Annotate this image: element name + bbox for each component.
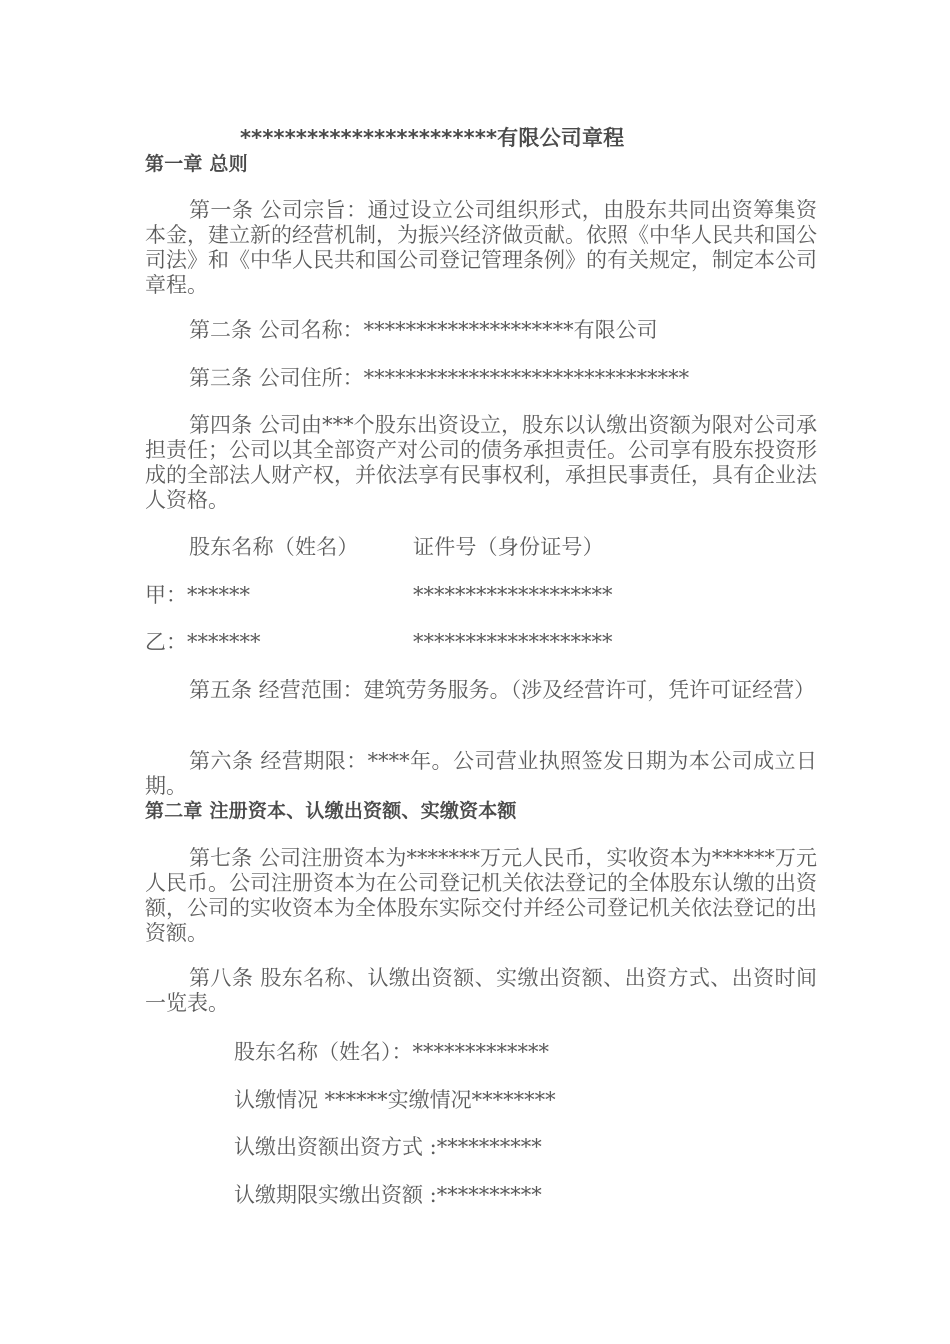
article-4: 第四条 公司由***个股东出资设立，股东以认缴出资额为限对公司承担责任；公司以其全部资产对公司的债务承担责任。公司享有股东投资形成的全部法人财产权，并依法享有民事权利，承担民事责任，具有企业法人资格。 — [145, 413, 817, 512]
shareholder-name-header: 股东名称（姓名） — [189, 535, 359, 559]
document-title: ***********************有限公司章程 — [240, 126, 625, 150]
article-6: 第六条 经营期限：****年。公司营业执照签发日期为本公司成立日期。 — [145, 749, 817, 798]
article-5: 第五条 经营范围：建筑劳务服务。（涉及经营许可，凭许可证经营） — [189, 678, 816, 702]
contribution-item: 认缴出资额出资方式 :********** — [234, 1135, 542, 1159]
article-8: 第八条 股东名称、认缴出资额、实缴出资额、出资方式、出资时间一览表。 — [145, 966, 817, 1015]
contribution-item: 认缴情况 ******实缴情况******** — [234, 1088, 556, 1112]
article-2: 第二条 公司名称：********************有限公司 — [189, 318, 658, 342]
article-1: 第一条 公司宗旨：通过设立公司组织形式，由股东共同出资筹集资本金，建立新的经营机制，为振兴经济做贡献。依照《中华人民共和国公司法》和《中华人民共和国公司登记管理条例》的有关规定，制定本公司章程。 — [145, 198, 817, 297]
contribution-item: 认缴期限实缴出资额 :********** — [234, 1183, 542, 1207]
chapter-2-heading: 第二章 注册资本、认缴出资额、实缴资本额 — [145, 800, 517, 822]
contribution-item: 股东名称（姓名）：************* — [234, 1040, 549, 1064]
chapter-1-heading: 第一章 总则 — [145, 153, 248, 175]
article-7: 第七条 公司注册资本为*******万元人民币，实收资本为******万元人民币。公司注册资本为在公司登记机关依法登记的全体股东认缴的出资额，公司的实收资本为全体股东实际交付并经公司登记机关依法登记的出资额。 — [145, 846, 817, 945]
shareholder-row-id: ******************* — [413, 583, 613, 607]
shareholder-row-name: 甲：****** — [145, 583, 250, 607]
shareholder-row-id: ******************* — [413, 630, 613, 654]
shareholder-id-header: 证件号（身份证号） — [413, 535, 604, 559]
shareholder-row-name: 乙：******* — [145, 630, 261, 654]
article-3: 第三条 公司住所：******************************* — [189, 366, 690, 390]
